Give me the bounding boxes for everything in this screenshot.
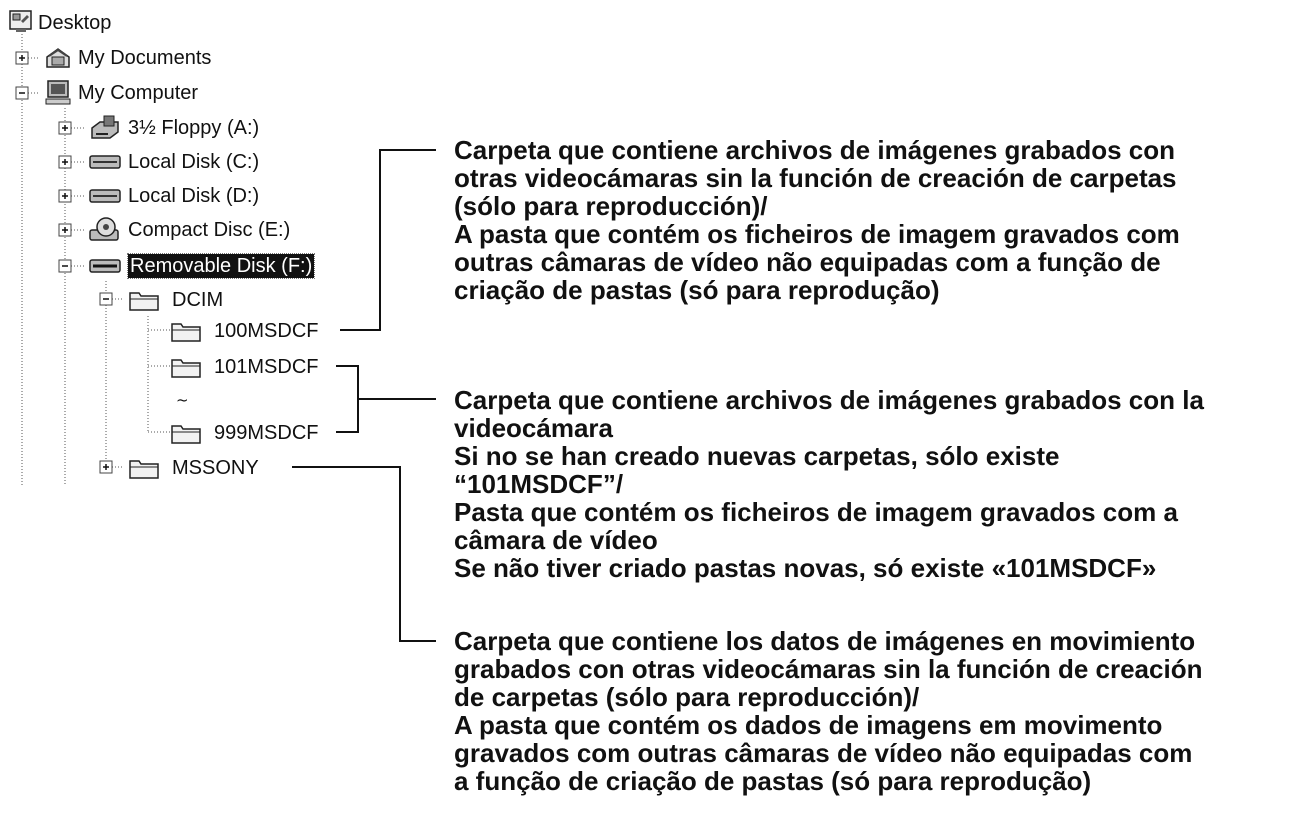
callout-line: Pasta que contém os ficheiros de imagem gravados com a: [454, 497, 1178, 527]
callout-line: (sólo para reproducción)/: [454, 191, 768, 221]
callout-line: videocámara: [454, 413, 613, 443]
ellipsis-gap-marker: ~: [176, 391, 189, 409]
tree-item-dcim[interactable]: DCIM: [172, 289, 224, 311]
callout-line: A pasta que contém os ficheiros de imagem gravados com: [454, 219, 1180, 249]
tree-item-local-disk-d[interactable]: Local Disk (D:): [128, 185, 260, 207]
callout-line: otras videocámaras sin la función de creación de carpetas: [454, 163, 1177, 193]
callout-mssony-description: [454, 627, 1202, 795]
callout-line: “101MSDCF”/: [454, 469, 624, 499]
tree-item-my-computer[interactable]: My Computer: [78, 82, 199, 104]
callout-100msdcf-description: [454, 136, 1180, 304]
callout-101msdcf-description: [454, 386, 1204, 582]
tree-item-desktop[interactable]: Desktop: [38, 12, 112, 34]
callout-line: gravados com outras câmaras de vídeo não equipadas com: [454, 738, 1193, 768]
tree-item-compact-disc[interactable]: Compact Disc (E:): [128, 219, 291, 241]
callout-line: Se não tiver criado pastas novas, só existe «101MSDCF»: [454, 553, 1157, 583]
callout-line: câmara de vídeo: [454, 525, 658, 555]
tree-item-101msdcf[interactable]: 101MSDCF: [214, 356, 319, 378]
callout-line: Carpeta que contiene los datos de imágenes en movimiento: [454, 626, 1196, 656]
tree-item-floppy[interactable]: 3½ Floppy (A:): [128, 117, 260, 139]
callout-line: a função de criação de pastas (só para reprodução): [454, 766, 1092, 796]
tree-item-999msdcf[interactable]: 999MSDCF: [214, 422, 319, 444]
callout-line: grabados con otras videocámaras sin la función de creación: [454, 654, 1203, 684]
tree-item-100msdcf[interactable]: 100MSDCF: [214, 320, 319, 342]
callout-line: A pasta que contém os dados de imagens em movimento: [454, 710, 1163, 740]
callout-line: outras câmaras de vídeo não equipadas com a função de: [454, 247, 1161, 277]
callout-line: de carpetas (sólo para reproducción)/: [454, 682, 920, 712]
tree-item-mssony[interactable]: MSSONY: [172, 457, 259, 479]
callout-line: Carpeta que contiene archivos de imágenes grabados con la: [454, 385, 1204, 415]
tree-item-removable-disk[interactable]: Removable Disk (F:): [130, 255, 313, 277]
callout-line: Si no se han creado nuevas carpetas, sólo existe: [454, 441, 1060, 471]
tree-item-my-documents[interactable]: My Documents: [78, 47, 212, 69]
callout-line: criação de pastas (só para reprodução): [454, 275, 940, 305]
callout-line: Carpeta que contiene archivos de imágenes grabados con: [454, 135, 1175, 165]
tree-item-local-disk-c[interactable]: Local Disk (C:): [128, 151, 260, 173]
